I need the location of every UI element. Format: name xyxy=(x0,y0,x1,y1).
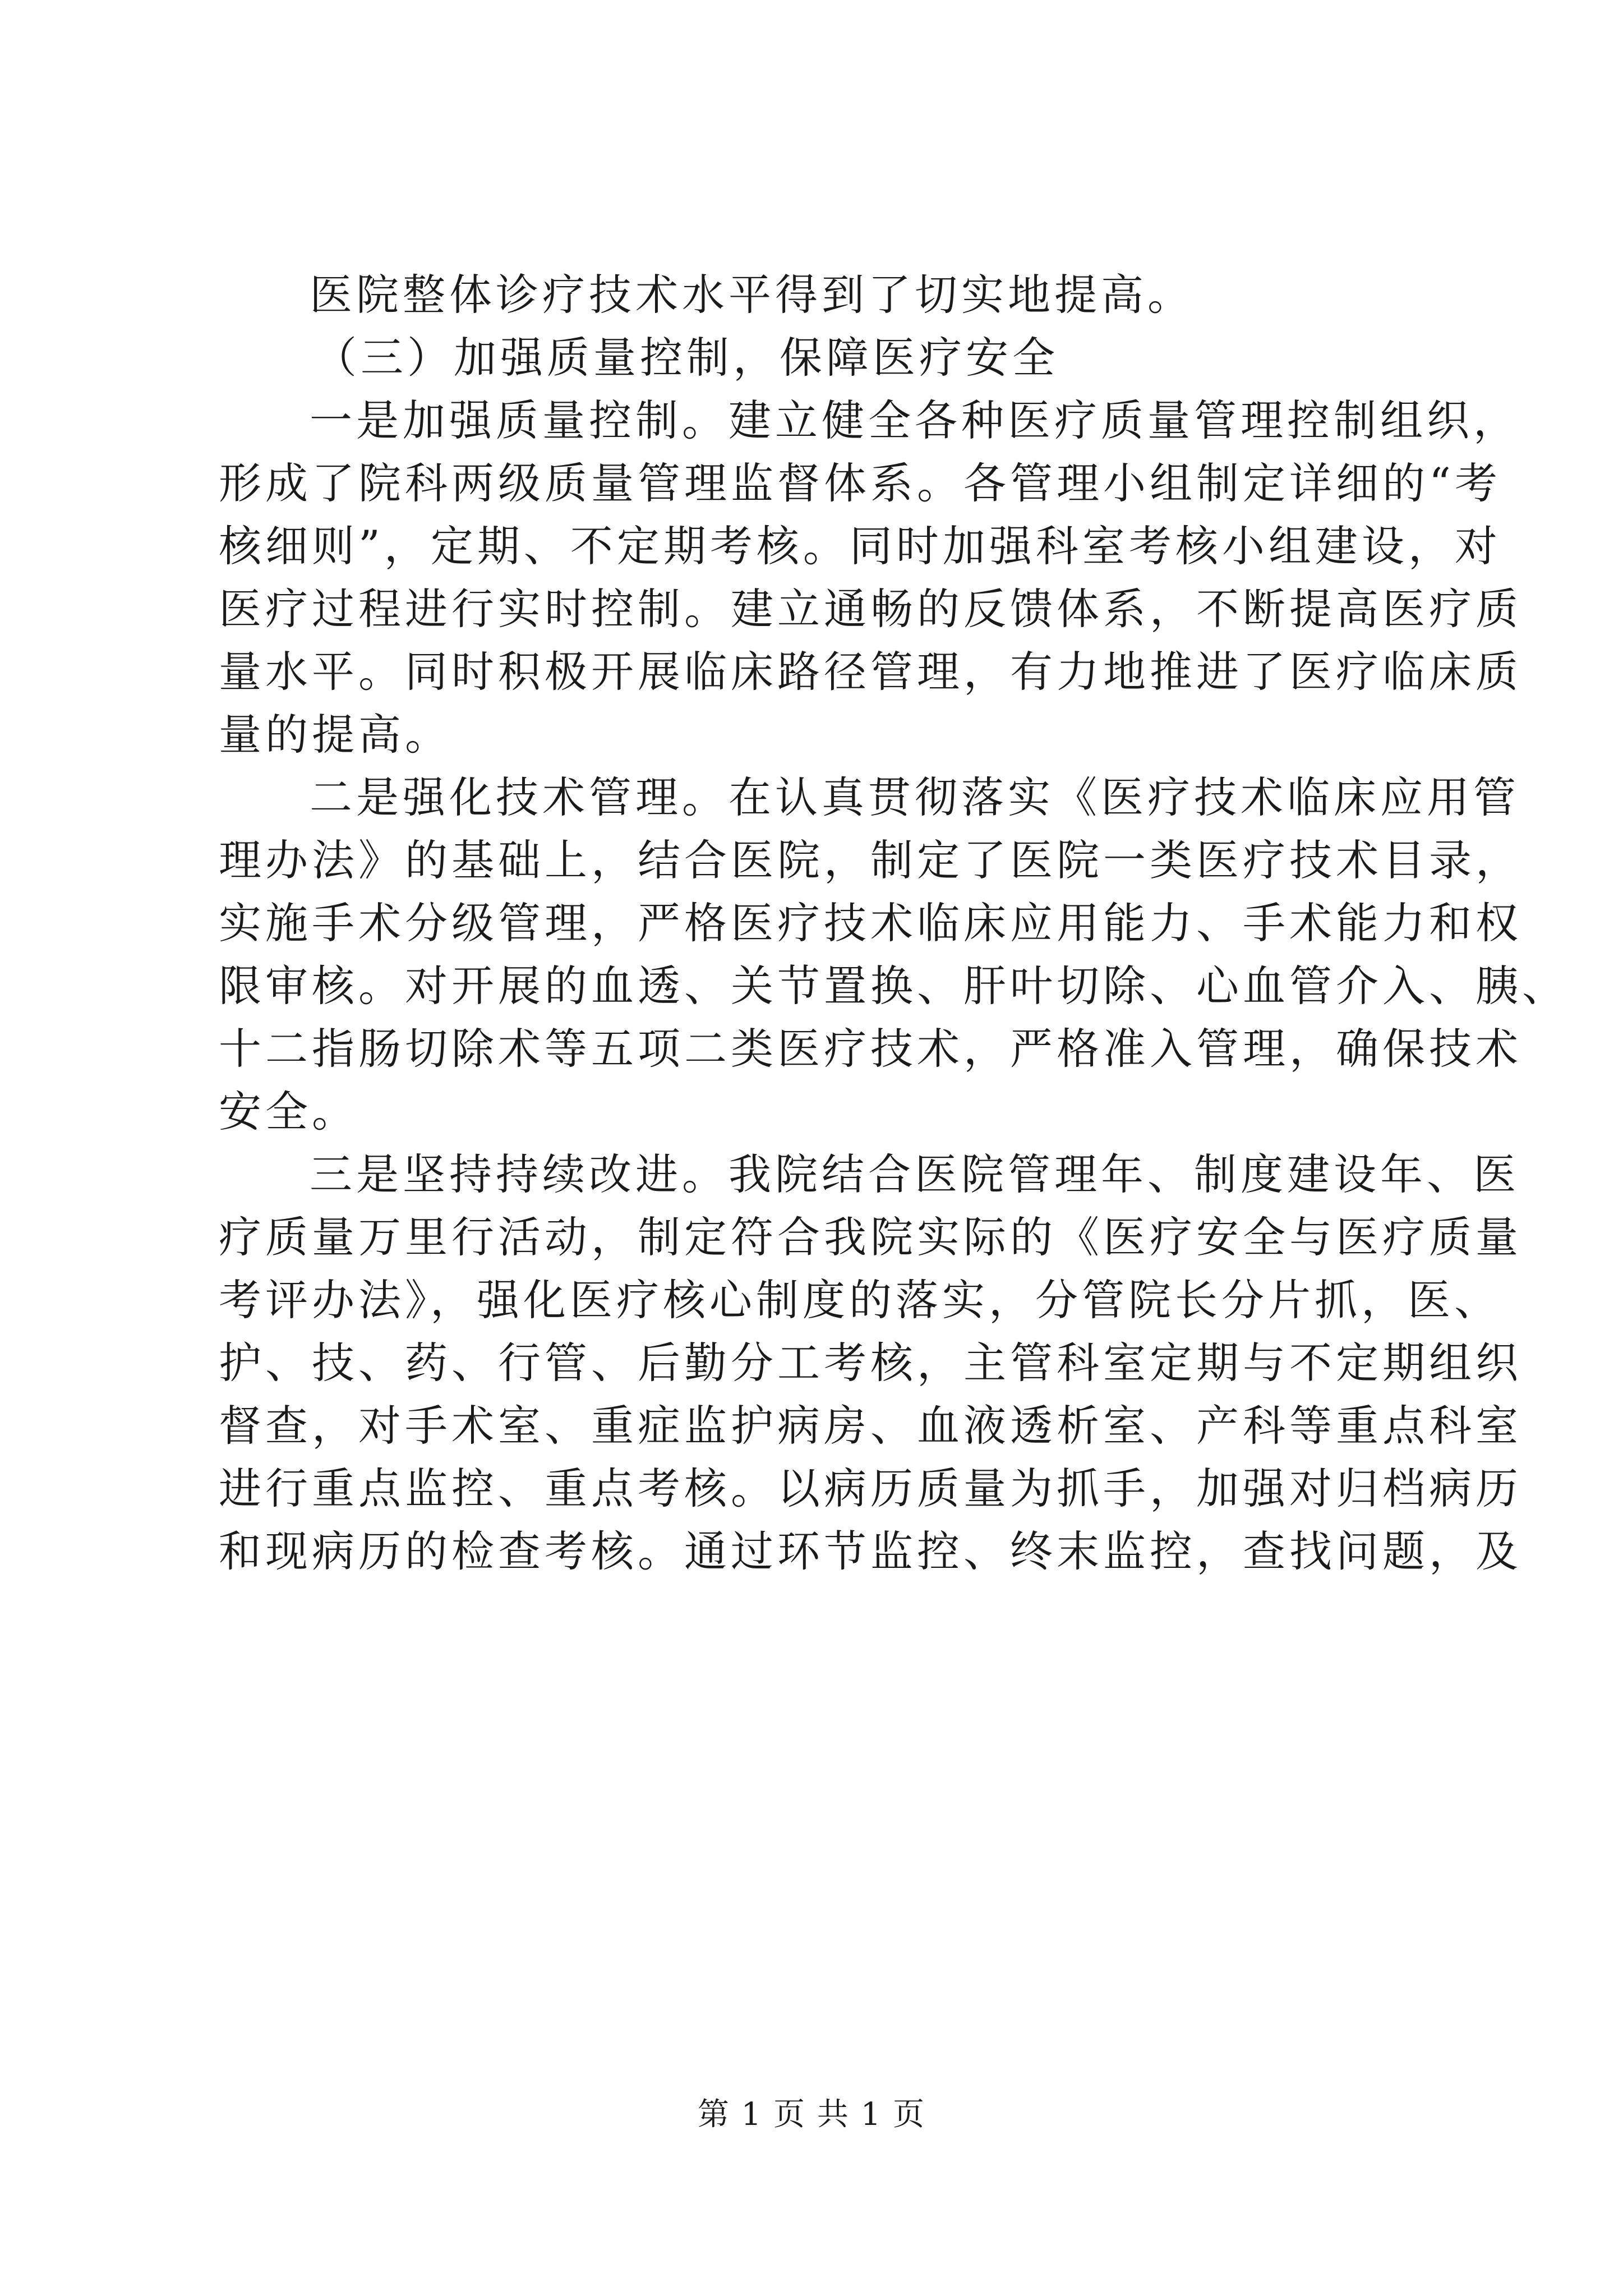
paragraph-line: 护、技、药、行管、后勤分工考核，主管科室定期与不定期组织 xyxy=(219,1338,1522,1388)
paragraph-line: 疗质量万里行活动，制定符合我院实际的《医疗安全与医疗质量 xyxy=(219,1212,1522,1262)
paragraph-line: 一是加强质量控制。建立健全各种医疗质量管理控制组织， xyxy=(310,395,1520,445)
paragraph-line: 医疗过程进行实时控制。建立通畅的反馈体系，不断提高医疗质 xyxy=(219,584,1522,634)
paragraph-line: 量的提高。 xyxy=(219,710,451,760)
paragraph-line: 考评办法》，强化医疗核心制度的落实，分管院长分片抓，医、 xyxy=(219,1275,1501,1325)
paragraph-line: 理办法》的基础上，结合医院，制定了医院一类医疗技术目录， xyxy=(219,835,1522,885)
page-footer: 第 1 页 共 1 页 xyxy=(697,2096,926,2133)
paragraph-line: 二是强化技术管理。在认真贯彻落实《医疗技术临床应用管 xyxy=(310,772,1520,822)
paragraph-line: 十二指肠切除术等五项二类医疗技术，严格准入管理，确保技术 xyxy=(219,1024,1522,1074)
paragraph-line: 和现病历的检查考核。通过环节监控、终末监控，查找问题，及 xyxy=(219,1526,1522,1576)
paragraph-line: 医院整体诊疗技术水平得到了切实地提高。 xyxy=(310,270,1194,320)
paragraph-line: 核细则”，定期、不定期考核。同时加强科室考核小组建设，对 xyxy=(219,521,1501,571)
paragraph-line: 三是坚持持续改进。我院结合医院管理年、制度建设年、医 xyxy=(310,1149,1520,1199)
paragraph-line: 督查，对手术室、重症监护病房、血液透析室、产科等重点科室 xyxy=(219,1401,1522,1451)
paragraph-line: 安全。 xyxy=(219,1087,358,1137)
paragraph-line: 限审核。对开展的血透、关节置换、肝叶切除、心血管介入、胰、 xyxy=(219,961,1569,1011)
paragraph-line: 量水平。同时积极开展临床路径管理，有力地推进了医疗临床质 xyxy=(219,647,1522,697)
document-body xyxy=(219,264,1569,1583)
paragraph-line: 形成了院科两级质量管理监督体系。各管理小组制定详细的“考 xyxy=(219,458,1501,508)
paragraph-line: 实施手术分级管理，严格医疗技术临床应用能力、手术能力和权 xyxy=(219,898,1522,948)
section-heading: （三）加强质量控制，保障医疗安全 xyxy=(314,333,1059,383)
paragraph-line: 进行重点监控、重点考核。以病历质量为抓手，加强对归档病历 xyxy=(219,1464,1522,1513)
